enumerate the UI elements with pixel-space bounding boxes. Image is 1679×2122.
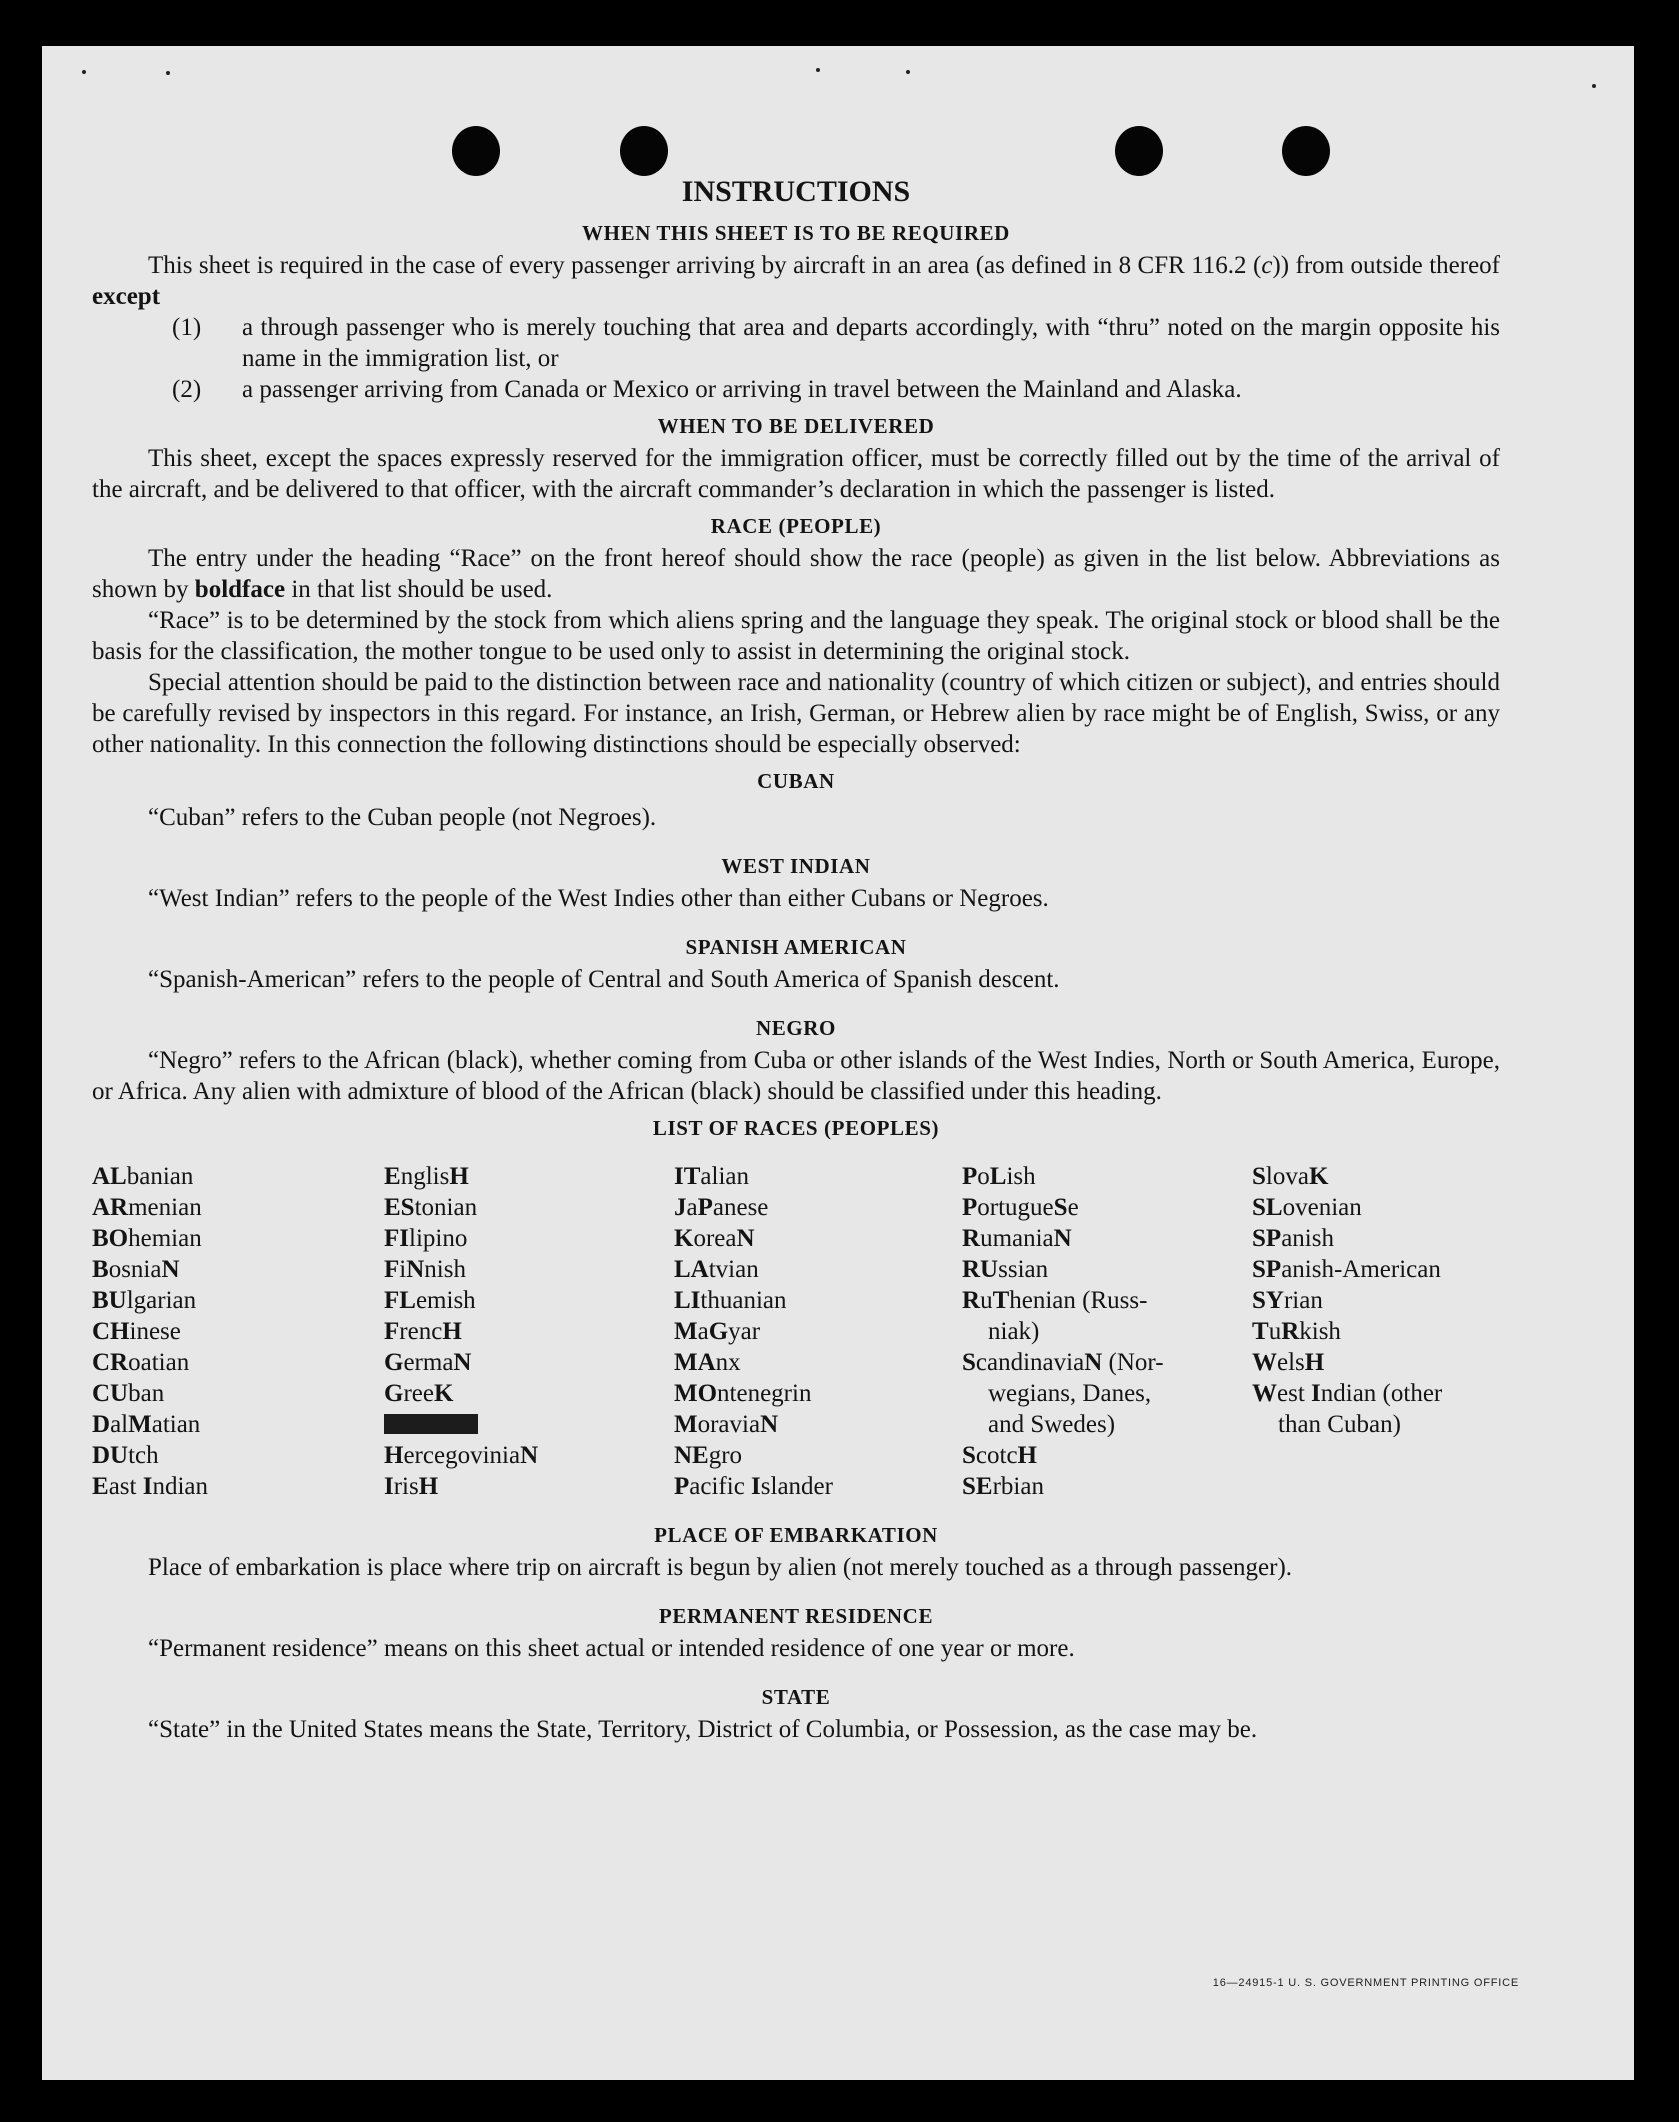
race-entry: RUssian: [962, 1256, 1049, 1283]
race-entry: GermaN: [384, 1349, 472, 1376]
paragraph: “Spanish-American” refers to the people of Central and South America of Spanish descent.: [148, 966, 1060, 993]
race-entry: BUlgarian: [92, 1287, 197, 1314]
race-entry: ITalian: [674, 1163, 749, 1190]
race-entry: MAnx: [674, 1349, 741, 1376]
race-entry: SPanish-American: [1252, 1256, 1441, 1283]
section-heading: WHEN THIS SHEET IS TO BE REQUIRED: [582, 221, 1010, 245]
section-heading: PERMANENT RESIDENCE: [658, 1604, 934, 1628]
race-entry: MoraviaN: [674, 1411, 779, 1438]
section-heading: NEGRO: [755, 1016, 836, 1040]
paragraph: Place of embarkation is place where trip on aircraft is begun by alien (not merely touched as a through passenger).: [148, 1554, 1293, 1581]
race-entry: EStonian: [384, 1194, 478, 1221]
section-heading: RACE (PEOPLE): [710, 514, 882, 538]
race-entry: RuThenian (Russ-: [962, 1287, 1148, 1314]
race-list: [92, 1161, 1500, 1502]
race-entry: HercegoviniaN: [384, 1442, 539, 1469]
race-entry: ALbanian: [92, 1163, 194, 1190]
race-entry: CUban: [92, 1380, 165, 1407]
race-entry: SYrian: [1252, 1287, 1323, 1314]
race-entry: PoLish: [962, 1163, 1036, 1190]
race-entry: SPanish: [1252, 1225, 1334, 1252]
punch-hole: [620, 126, 668, 176]
section-heading: LIST OF RACES (PEOPLES): [652, 1116, 940, 1140]
instructions-content: [92, 172, 1500, 1745]
race-entry: SErbian: [962, 1473, 1044, 1500]
paragraph: “Permanent residence” means on this sheet actual or intended residence of one year or more.: [148, 1635, 1075, 1662]
race-entry: LAtvian: [674, 1256, 759, 1283]
race-column: [92, 1161, 384, 1502]
race-entry: LIthuanian: [674, 1287, 787, 1314]
race-entry: DalMatian: [92, 1411, 201, 1438]
paragraph: “State” in the United States means the State, Territory, District of Columbia, or Possession, as the case may be.: [148, 1716, 1258, 1743]
section-heading: PLACE OF EMBARKATION: [654, 1523, 938, 1547]
race-column: [962, 1161, 1252, 1502]
race-entry: SlovaK: [1252, 1163, 1329, 1190]
speck: [166, 71, 170, 75]
speck: [1592, 84, 1596, 88]
race-entry: RumaniaN: [962, 1225, 1072, 1252]
race-column: [674, 1161, 962, 1502]
race-entry: FIlipino: [384, 1225, 468, 1252]
race-entry: ScandinaviaN (Nor-: [962, 1349, 1164, 1376]
paragraph: This sheet is required in the case of every passenger arriving by aircraft in an area (as defined in 8 CFR 116.2 (c)) from outside thereof except: [92, 252, 1500, 310]
race-entry: FLemish: [384, 1287, 476, 1314]
race-entry: WelsH: [1252, 1349, 1325, 1376]
race-entry: SLovenian: [1252, 1194, 1362, 1221]
paragraph: “Negro” refers to the African (black), whether coming from Cuba or other islands of the West Indies, North or South America, Europe, or Africa. Any alien with admixture of blood of the African (black) should be classified under this heading.: [92, 1047, 1500, 1105]
race-entry: DUtch: [92, 1442, 159, 1469]
race-entry: GreeK: [384, 1380, 454, 1407]
race-column: [384, 1161, 674, 1502]
race-column: [1252, 1161, 1512, 1502]
race-entry: PortugueSe: [962, 1194, 1079, 1221]
printer-imprint: 16—24915-1 U. S. GOVERNMENT PRINTING OFFICE: [1212, 1977, 1519, 1989]
list-item: (1) a through passenger who is merely touching that area and departs accordingly, with “thru” noted on the margin opposite his name in the immigration list, or: [172, 314, 1500, 372]
section-heading: WHEN TO BE DELIVERED: [657, 414, 935, 438]
race-entry: West Indian (other: [1252, 1380, 1443, 1407]
race-entry: CRoatian: [92, 1349, 190, 1376]
page-title: INSTRUCTIONS: [681, 175, 911, 208]
paragraph: “West Indian” refers to the people of the West Indies other than either Cubans or Negroes.: [148, 885, 1049, 912]
race-entry: [384, 1409, 674, 1440]
section-heading: SPANISH AMERICAN: [685, 935, 907, 959]
race-entry: ScotcH: [962, 1442, 1037, 1469]
race-entry: and Swedes): [988, 1411, 1116, 1438]
speck: [82, 70, 86, 74]
paragraph: The entry under the heading “Race” on the front hereof should show the race (people) as given in the list below. Abbreviations as shown by boldface in that list should be used.: [92, 545, 1500, 603]
paragraph: Special attention should be paid to the distinction between race and nationality (country of which citizen or subject), and entries should be carefully revised by inspectors in this regard. For instance, an Irish, German, or Hebrew alien by race might be of English, Swiss, or any other nationality. In this connection the following distinctions should be especially observed:: [92, 669, 1500, 758]
punch-hole: [1282, 126, 1330, 176]
race-entry: CHinese: [92, 1318, 181, 1345]
redaction-mark: [384, 1414, 478, 1434]
speck: [816, 68, 820, 72]
section-heading: WEST INDIAN: [721, 854, 871, 878]
race-entry: FiNnish: [384, 1256, 466, 1283]
race-entry: FrencH: [384, 1318, 462, 1345]
race-entry: TuRkish: [1252, 1318, 1341, 1345]
race-entry: IrisH: [384, 1473, 439, 1500]
race-entry: East Indian: [92, 1473, 208, 1500]
race-entry: BosniaN: [92, 1256, 180, 1283]
race-entry: MOntenegrin: [674, 1380, 812, 1407]
paragraph: “Race” is to be determined by the stock from which aliens spring and the language they speak. The original stock or blood shall be the basis for the classification, the mother tongue to be used only to assist in determining the original stock.: [92, 607, 1500, 665]
race-entry: than Cuban): [1278, 1411, 1401, 1438]
race-entry: niak): [988, 1318, 1040, 1345]
race-entry: NEgro: [674, 1442, 743, 1469]
section-heading: CUBAN: [757, 769, 835, 793]
race-entry: JaPanese: [674, 1194, 769, 1221]
race-entry: Pacific Islander: [674, 1473, 833, 1500]
punch-hole: [452, 126, 500, 176]
race-entry: KoreaN: [674, 1225, 755, 1252]
paragraph: This sheet, except the spaces expressly reserved for the immigration officer, must be correctly filled out by the time of the arrival of the aircraft, and be delivered to that officer, with the aircraft commander’s declaration in which the passenger is listed.: [92, 445, 1500, 503]
race-entry: MaGyar: [674, 1318, 761, 1345]
race-entry: ARmenian: [92, 1194, 202, 1221]
race-entry: wegians, Danes,: [988, 1380, 1152, 1407]
section-heading: STATE: [761, 1685, 831, 1709]
race-entry: BOhemian: [92, 1225, 202, 1252]
paragraph: “Cuban” refers to the Cuban people (not Negroes).: [148, 804, 657, 831]
speck: [906, 70, 910, 74]
list-item: (2) a passenger arriving from Canada or Mexico or arriving in travel between the Mainland and Alaska.: [172, 376, 1242, 403]
race-entry: EnglisH: [384, 1163, 469, 1190]
punch-hole: [1115, 126, 1163, 176]
